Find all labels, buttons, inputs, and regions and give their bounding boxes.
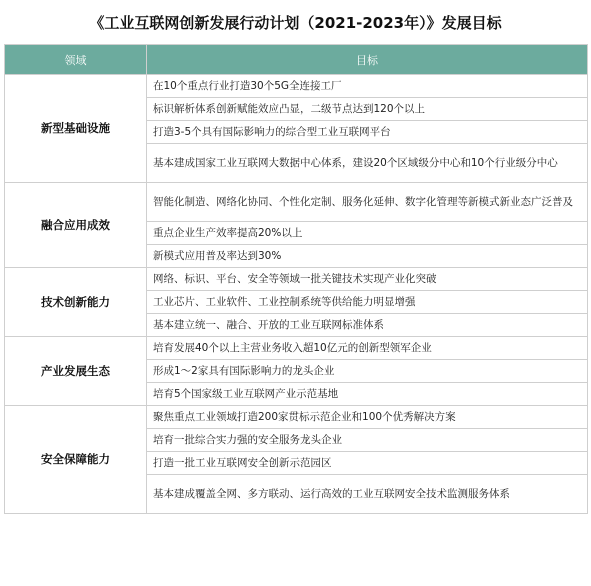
goal-cell: 在10个重点行业打造30个5G全连接工厂 [147,75,588,98]
goal-cell: 培育发展40个以上主营业务收入超10亿元的创新型领军企业 [147,337,588,360]
goal-cell: 网络、标识、平台、安全等领域一批关键技术实现产业化突破 [147,268,588,291]
goal-cell: 形成1～2家具有国际影响力的龙头企业 [147,360,588,383]
table-row [5,75,588,98]
table-row [5,183,588,222]
table-row [5,406,588,429]
goal-cell: 打造一批工业互联网安全创新示范园区 [147,452,588,475]
domain-cell: 产业发展生态 [5,337,147,406]
goal-cell: 打造3-5个具有国际影响力的综合型工业互联网平台 [147,121,588,144]
page-title: 《工业互联网创新发展行动计划（2021-2023年）》发展目标 [89,13,502,32]
domain-cell: 融合应用成效 [5,183,147,268]
header-domain: 领域 [5,45,147,75]
goal-cell: 工业芯片、工业软件、工业控制系统等供给能力明显增强 [147,291,588,314]
goal-cell: 新模式应用普及率达到30% [147,245,588,268]
goal-cell: 重点企业生产效率提高20%以上 [147,222,588,245]
domain-cell: 技术创新能力 [5,268,147,337]
goal-cell: 培育一批综合实力强的安全服务龙头企业 [147,429,588,452]
domain-cell: 新型基础设施 [5,75,147,183]
goal-cell: 基本建成国家工业互联网大数据中心体系，建设20个区域级分中心和10个行业级分中心 [147,144,588,183]
goals-table [4,44,588,514]
table-header-row [5,45,588,75]
goal-cell: 智能化制造、网络化协同、个性化定制、服务化延伸、数字化管理等新模式新业态广泛普及 [147,183,588,222]
table-row [5,337,588,360]
domain-cell: 安全保障能力 [5,406,147,514]
table-row [5,268,588,291]
goal-cell: 聚焦重点工业领域打造200家贯标示范企业和100个优秀解决方案 [147,406,588,429]
goal-cell: 标识解析体系创新赋能效应凸显，二级节点达到120个以上 [147,98,588,121]
goal-cell: 基本建成覆盖全网、多方联动、运行高效的工业互联网安全技术监测服务体系 [147,475,588,514]
goal-cell: 基本建立统一、融合、开放的工业互联网标准体系 [147,314,588,337]
goal-cell: 培育5个国家级工业互联网产业示范基地 [147,383,588,406]
header-goal: 目标 [147,45,588,75]
